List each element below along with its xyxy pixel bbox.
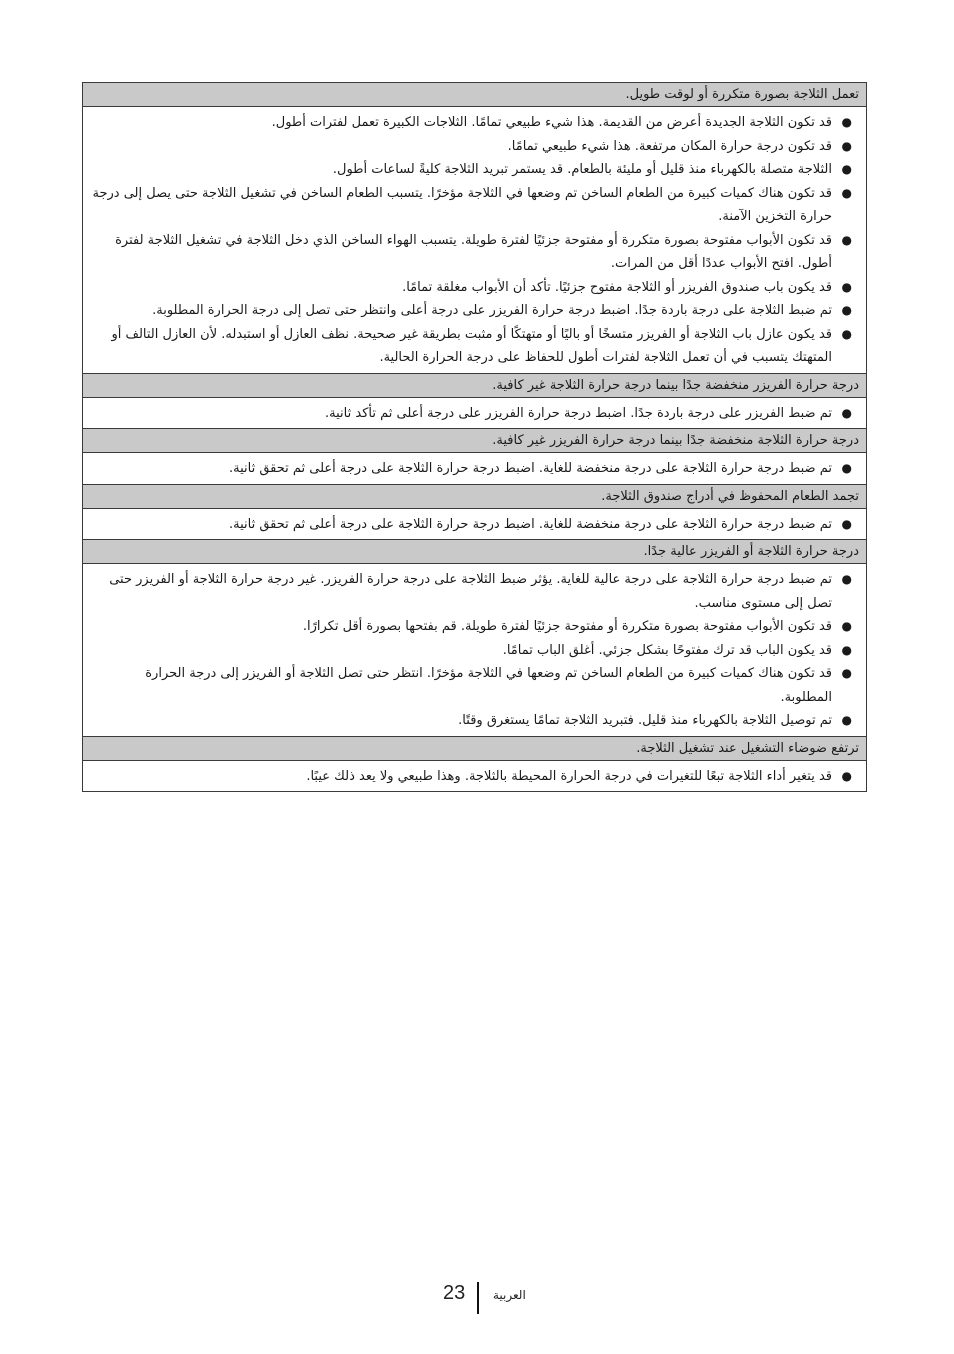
list-item	[91, 229, 856, 276]
list-item	[91, 182, 856, 229]
section-body	[83, 761, 866, 793]
list-item	[91, 513, 856, 537]
bullet-list	[91, 457, 856, 481]
section-title: درجة حرارة الثلاجة أو الفريزر عالية جدًا.	[83, 540, 866, 564]
section-body	[83, 453, 866, 485]
bullet-icon: ●	[841, 232, 852, 247]
bullet-list	[91, 402, 856, 426]
list-item-text: تم ضبط درجة حرارة الثلاجة على درجة منخفضة للغاية. اضبط درجة حرارة الثلاجة على درجة أعلى ثم تحقق ثانية.	[228, 461, 832, 476]
bullet-icon: ●	[841, 115, 852, 129]
section-body	[83, 564, 866, 737]
bullet-list	[91, 513, 856, 537]
section	[83, 485, 866, 541]
list-item-text: قد يكون الباب قد ترك مفتوحًا بشكل جزئي. أغلق الباب تمامًا.	[502, 642, 832, 658]
list-item-text: تم توصيل الثلاجة بالكهرباء منذ قليل. فتبريد الثلاجة تمامًا يستغرق وقتًا.	[458, 713, 832, 728]
bullet-icon: ●	[841, 666, 852, 680]
list-item	[91, 615, 856, 639]
list-item-text: قد يتغير أداء الثلاجة تبعًا للتغيرات في درجة الحرارة المحيطة بالثلاجة. وهذا طبيعي ولا يعد ذلك عيبًا.	[306, 768, 832, 784]
list-item	[91, 662, 856, 709]
list-item-text: قد يكون عازل باب الثلاجة أو الفريزر متسخًا أو باليًا أو متهتكًا أو مثبت بطريقة غير صحيحة. نظف العازل أو استبدله. لأن العازل التالف أو المتهتك يتسبب في أن تعمل الثلاجة لفترات أطول للحفاظ على درجة الحرارة الحالية.	[111, 326, 832, 365]
bullet-icon: ●	[841, 405, 852, 420]
list-item-text: تم ضبط الفريزر على درجة باردة جدًا. اضبط درجة حرارة الفريزر على درجة أعلى ثم تأكد ثانية.	[325, 405, 832, 421]
list-item-text: الثلاجة متصلة بالكهرباء منذ قليل أو مليئة بالطعام. قد يستمر تبريد الثلاجة كليةً لساعات أطول.	[332, 162, 832, 177]
bullet-icon: ●	[841, 768, 852, 783]
list-item	[91, 639, 856, 663]
language-label: العربية	[493, 1288, 526, 1302]
page-footer	[0, 1280, 954, 1316]
footer-divider	[477, 1282, 479, 1314]
list-item	[91, 457, 856, 481]
bullet-icon: ●	[841, 461, 852, 475]
bullet-icon: ●	[841, 162, 852, 176]
bullet-list	[91, 765, 856, 789]
list-item-text: تم ضبط الثلاجة على درجة باردة جدًا. اضبط درجة حرارة الفريزر على درجة أعلى وانتظر حتى تصل إلى درجة الحرارة المطلوبة.	[152, 303, 832, 318]
list-item	[91, 276, 856, 300]
bullet-icon: ●	[841, 516, 852, 531]
bullet-icon: ●	[841, 279, 852, 294]
section	[83, 83, 866, 374]
section	[83, 540, 866, 737]
section	[83, 374, 866, 430]
list-item-text: قد تكون الأبواب مفتوحة بصورة متكررة أو مفتوحة جزئيًا لفترة طويلة. يتسبب الهواء الساخن الذي دخل الثلاجة في تشغيل الثلاجة لفترة أطول. افتح الأبواب عددًا أقل من المرات.	[115, 232, 832, 271]
troubleshooting-table	[82, 82, 867, 792]
bullet-icon: ●	[841, 303, 852, 317]
list-item	[91, 765, 856, 789]
section-title: ترتفع ضوضاء التشغيل عند تشغيل الثلاجة.	[83, 737, 866, 761]
page-number: 23	[443, 1282, 466, 1304]
list-item	[91, 135, 856, 159]
bullet-icon: ●	[841, 185, 852, 200]
bullet-list	[91, 568, 856, 733]
section	[83, 737, 866, 793]
section-title: تجمد الطعام المحفوظ في أدراج صندوق الثلاجة.	[83, 485, 866, 509]
list-item-text: تم ضبط درجة حرارة الثلاجة على درجة منخفضة للغاية. اضبط درجة حرارة الثلاجة على درجة أعلى ثم تحقق ثانية.	[228, 516, 832, 532]
section-title: درجة حرارة الثلاجة منخفضة جدًا بينما درجة حرارة الفريزر غير كافية.	[83, 429, 866, 453]
list-item-text: قد تكون الأبواب مفتوحة بصورة متكررة أو مفتوحة جزئيًا لفترة طويلة. قم بفتحها بصورة أقل تكرارًا.	[302, 619, 832, 634]
list-item-text: تم ضبط درجة حرارة الثلاجة على درجة عالية للغاية. يؤثر ضبط الثلاجة على درجة حرارة الفريزر. غير درجة حرارة الثلاجة أو الفريزر حتى تصل إلى مستوى مناسب.	[109, 572, 832, 611]
section-body	[83, 509, 866, 541]
list-item	[91, 158, 856, 182]
bullet-icon: ●	[841, 326, 852, 341]
section-body	[83, 107, 866, 374]
bullet-icon: ●	[841, 642, 852, 657]
bullet-icon: ●	[841, 138, 852, 153]
bullet-list	[91, 111, 856, 370]
list-item	[91, 111, 856, 135]
bullet-icon: ●	[841, 619, 852, 633]
list-item-text: قد تكون هناك كميات كبيرة من الطعام الساخن تم وضعها في الثلاجة مؤخرًا. يتسبب الطعام الساخن في تشغيل الثلاجة حتى يصل إلى درجة حرارة التخزين الآمنة.	[92, 185, 832, 224]
list-item	[91, 299, 856, 323]
list-item	[91, 568, 856, 615]
list-item-text: قد تكون الثلاجة الجديدة أعرض من القديمة. هذا شيء طبيعي تمامًا. الثلاجات الكبيرة تعمل لفترات أطول.	[271, 115, 832, 130]
bullet-icon: ●	[841, 713, 852, 727]
section-title: درجة حرارة الفريزر منخفضة جدًا بينما درجة حرارة الثلاجة غير كافية.	[83, 374, 866, 398]
list-item	[91, 709, 856, 733]
list-item-text: قد يكون باب صندوق الفريزر أو الثلاجة مفتوح جزئيًا. تأكد أن الأبواب مغلقة تمامًا.	[402, 279, 832, 295]
list-item-text: قد تكون درجة حرارة المكان مرتفعة. هذا شيء طبيعي تمامًا.	[507, 138, 832, 154]
section	[83, 429, 866, 485]
section-title: تعمل الثلاجة بصورة متكررة أو لوقت طويل.	[83, 83, 866, 107]
list-item-text: قد تكون هناك كميات كبيرة من الطعام الساخن تم وضعها في الثلاجة مؤخرًا. انتظر حتى تصل الثلاجة أو الفريزر إلى درجة الحرارة المطلوبة.	[145, 666, 832, 705]
bullet-icon: ●	[841, 572, 852, 586]
list-item	[91, 402, 856, 426]
list-item	[91, 323, 856, 370]
section-body	[83, 398, 866, 430]
